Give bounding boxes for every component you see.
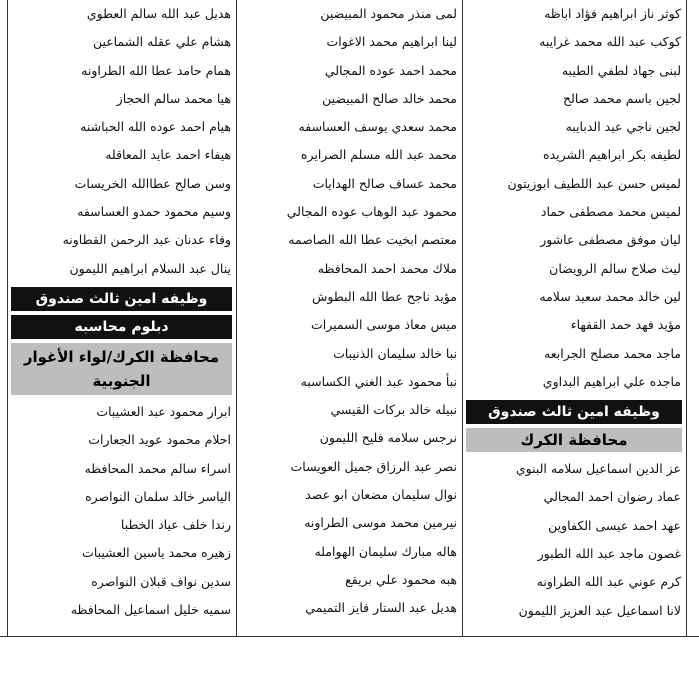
name-entry: نصر عبد الرزاق جميل العويسات bbox=[290, 458, 457, 474]
name-entry: رندا خلف عياد الخطبا bbox=[120, 517, 231, 533]
name-entry: عز الدين اسماعيل سلامه البنوي bbox=[515, 461, 681, 477]
bottom-rule bbox=[0, 636, 699, 637]
name-entry: لجين باسم محمد صالح bbox=[562, 90, 681, 106]
name-entry: لطيفه بكر ابراهيم الشريده bbox=[543, 147, 681, 163]
name-entry: هيا محمد سالم الحجاز bbox=[116, 90, 231, 106]
names-column-right bbox=[463, 0, 685, 625]
name-entry: وفاء عدنان عبد الرحمن القطاونه bbox=[62, 232, 231, 248]
name-entry: هاله مبارك سليمان الهوامله bbox=[314, 543, 457, 559]
name-entry: لين خالد محمد سعيد سلامه bbox=[539, 288, 681, 304]
name-entry: معتصم ابخيت عطا الله الصاصمه bbox=[288, 232, 457, 248]
name-entry: نيرمين محمد موسى الطراونه bbox=[304, 515, 457, 531]
names-column-middle bbox=[237, 0, 461, 623]
name-entry: لبنى جهاد لطفي الطيبه bbox=[561, 62, 681, 78]
name-entry: لجين ناجي عيد الدبايبه bbox=[565, 119, 681, 135]
name-entry: ابرار محمود عبد العشيبات bbox=[96, 403, 231, 419]
name-entry: اسراء سالم محمد المحافظه bbox=[84, 460, 231, 476]
name-entry: ماجد محمد مصلح الجرابعه bbox=[544, 345, 681, 361]
name-entry: زهيره محمد ياسين العشيبات bbox=[82, 545, 231, 561]
name-entry: ماجده علي ابراهيم البداوي bbox=[542, 373, 681, 389]
section-heading: دبلوم محاسبه bbox=[11, 315, 232, 339]
name-entry: محمد سعدي يوسف العساسفه bbox=[298, 119, 457, 135]
name-entry: ليث صلاح سالم الرويضان bbox=[549, 260, 681, 276]
name-entry: هيفاء احمد عايد المعاقله bbox=[105, 147, 231, 163]
section-heading: وظيفه امين ثالث صندوق bbox=[466, 400, 682, 424]
name-entry: كرم عوني عبد الله الطراونه bbox=[536, 574, 681, 590]
name-entry: هديل عبد الله سالم العطوي bbox=[86, 6, 231, 21]
name-entry: ميس معاذ موسى السميرات bbox=[310, 317, 457, 333]
name-entry: نبيله خالد بركات القيسي bbox=[330, 402, 457, 418]
region-heading: محافظة الكرك/لواء الأغوار الجنوبية bbox=[11, 343, 232, 395]
name-entry: ليان موفق مصطفى عاشور bbox=[540, 232, 681, 248]
name-entry: سميه خليل اسماعيل المحافظه bbox=[70, 602, 231, 618]
name-entry: ملاك محمد احمد المحافظه bbox=[317, 260, 457, 276]
name-entry: محمد عبد الله مسلم الصرايره bbox=[300, 147, 457, 163]
name-entry: لميس محمد مصطفى حماد bbox=[540, 204, 681, 220]
name-entry: الياسر خالد سلمان النواصره bbox=[85, 488, 231, 504]
name-entry: مؤيد ناجح عطا الله البطوش bbox=[312, 288, 457, 304]
name-entry: نرجس سلامه فليح الليمون bbox=[319, 430, 457, 446]
name-entry: هبه محمود علي بريقع bbox=[345, 571, 457, 587]
name-entry: لميس حسن عبد اللطيف ابوزيتون bbox=[507, 175, 681, 191]
name-entry: عهد احمد عيسى الكفاوين bbox=[548, 517, 681, 533]
name-entry: وسيم محمود حمدو العساسفه bbox=[77, 204, 231, 220]
name-entry: لمى منذر محمود المبيضين bbox=[320, 6, 457, 21]
name-entry: نوال سليمان مضعان ابو عصد bbox=[305, 487, 457, 503]
name-entry: لينا ابراهيم محمد الاغوات bbox=[326, 34, 457, 50]
name-entry: سدين نواف قبلان النواصره bbox=[91, 573, 231, 589]
name-entry: هشام علي عقله الشماعين bbox=[92, 34, 231, 50]
name-entry: غصون ماجد عبد الله الطبور bbox=[537, 546, 681, 562]
section-heading: وظيفه امين ثالث صندوق bbox=[11, 287, 232, 311]
name-entry: وسن صالح عطاالله الخريسات bbox=[74, 175, 231, 191]
name-entry: احلام محمود عويد الجعارات bbox=[88, 432, 231, 448]
name-entry: نبأ محمود عبد الغني الكساسبه bbox=[300, 373, 457, 389]
name-entry: لانا اسماعيل عبد العزيز الليمون bbox=[518, 602, 681, 618]
column-divider bbox=[686, 0, 687, 636]
name-entry: هيام احمد عوده الله الحباشنه bbox=[80, 119, 231, 135]
name-entry: عماد رضوان احمد المجالي bbox=[543, 489, 681, 505]
name-entry: نبا خالد سليمان الذنيبات bbox=[333, 345, 457, 361]
name-entry: محمد احمد عوده المجالي bbox=[324, 62, 457, 78]
name-entry: همام حامد عطا الله الطراونه bbox=[81, 62, 231, 78]
names-column-left bbox=[8, 0, 235, 624]
name-entry: محمد عساف صالح الهدايات bbox=[312, 175, 457, 191]
name-entry: محمد خالد صالح المبيضين bbox=[322, 90, 457, 106]
name-entry: ينال عبد السلام ابراهيم الليمون bbox=[69, 260, 231, 276]
name-entry: محمود عبد الوهاب عوده المجالي bbox=[286, 204, 457, 220]
name-entry: هديل عبد الستار فايز التميمي bbox=[305, 600, 457, 616]
region-heading: محافظة الكرك bbox=[466, 428, 682, 452]
name-entry: كوثر ناز ابراهيم فؤاد اباظه bbox=[544, 6, 681, 21]
name-entry: كوكب عبد الله محمد غرايبه bbox=[539, 34, 681, 50]
name-entry: مؤيد فهد حمد القفهاء bbox=[570, 317, 681, 333]
